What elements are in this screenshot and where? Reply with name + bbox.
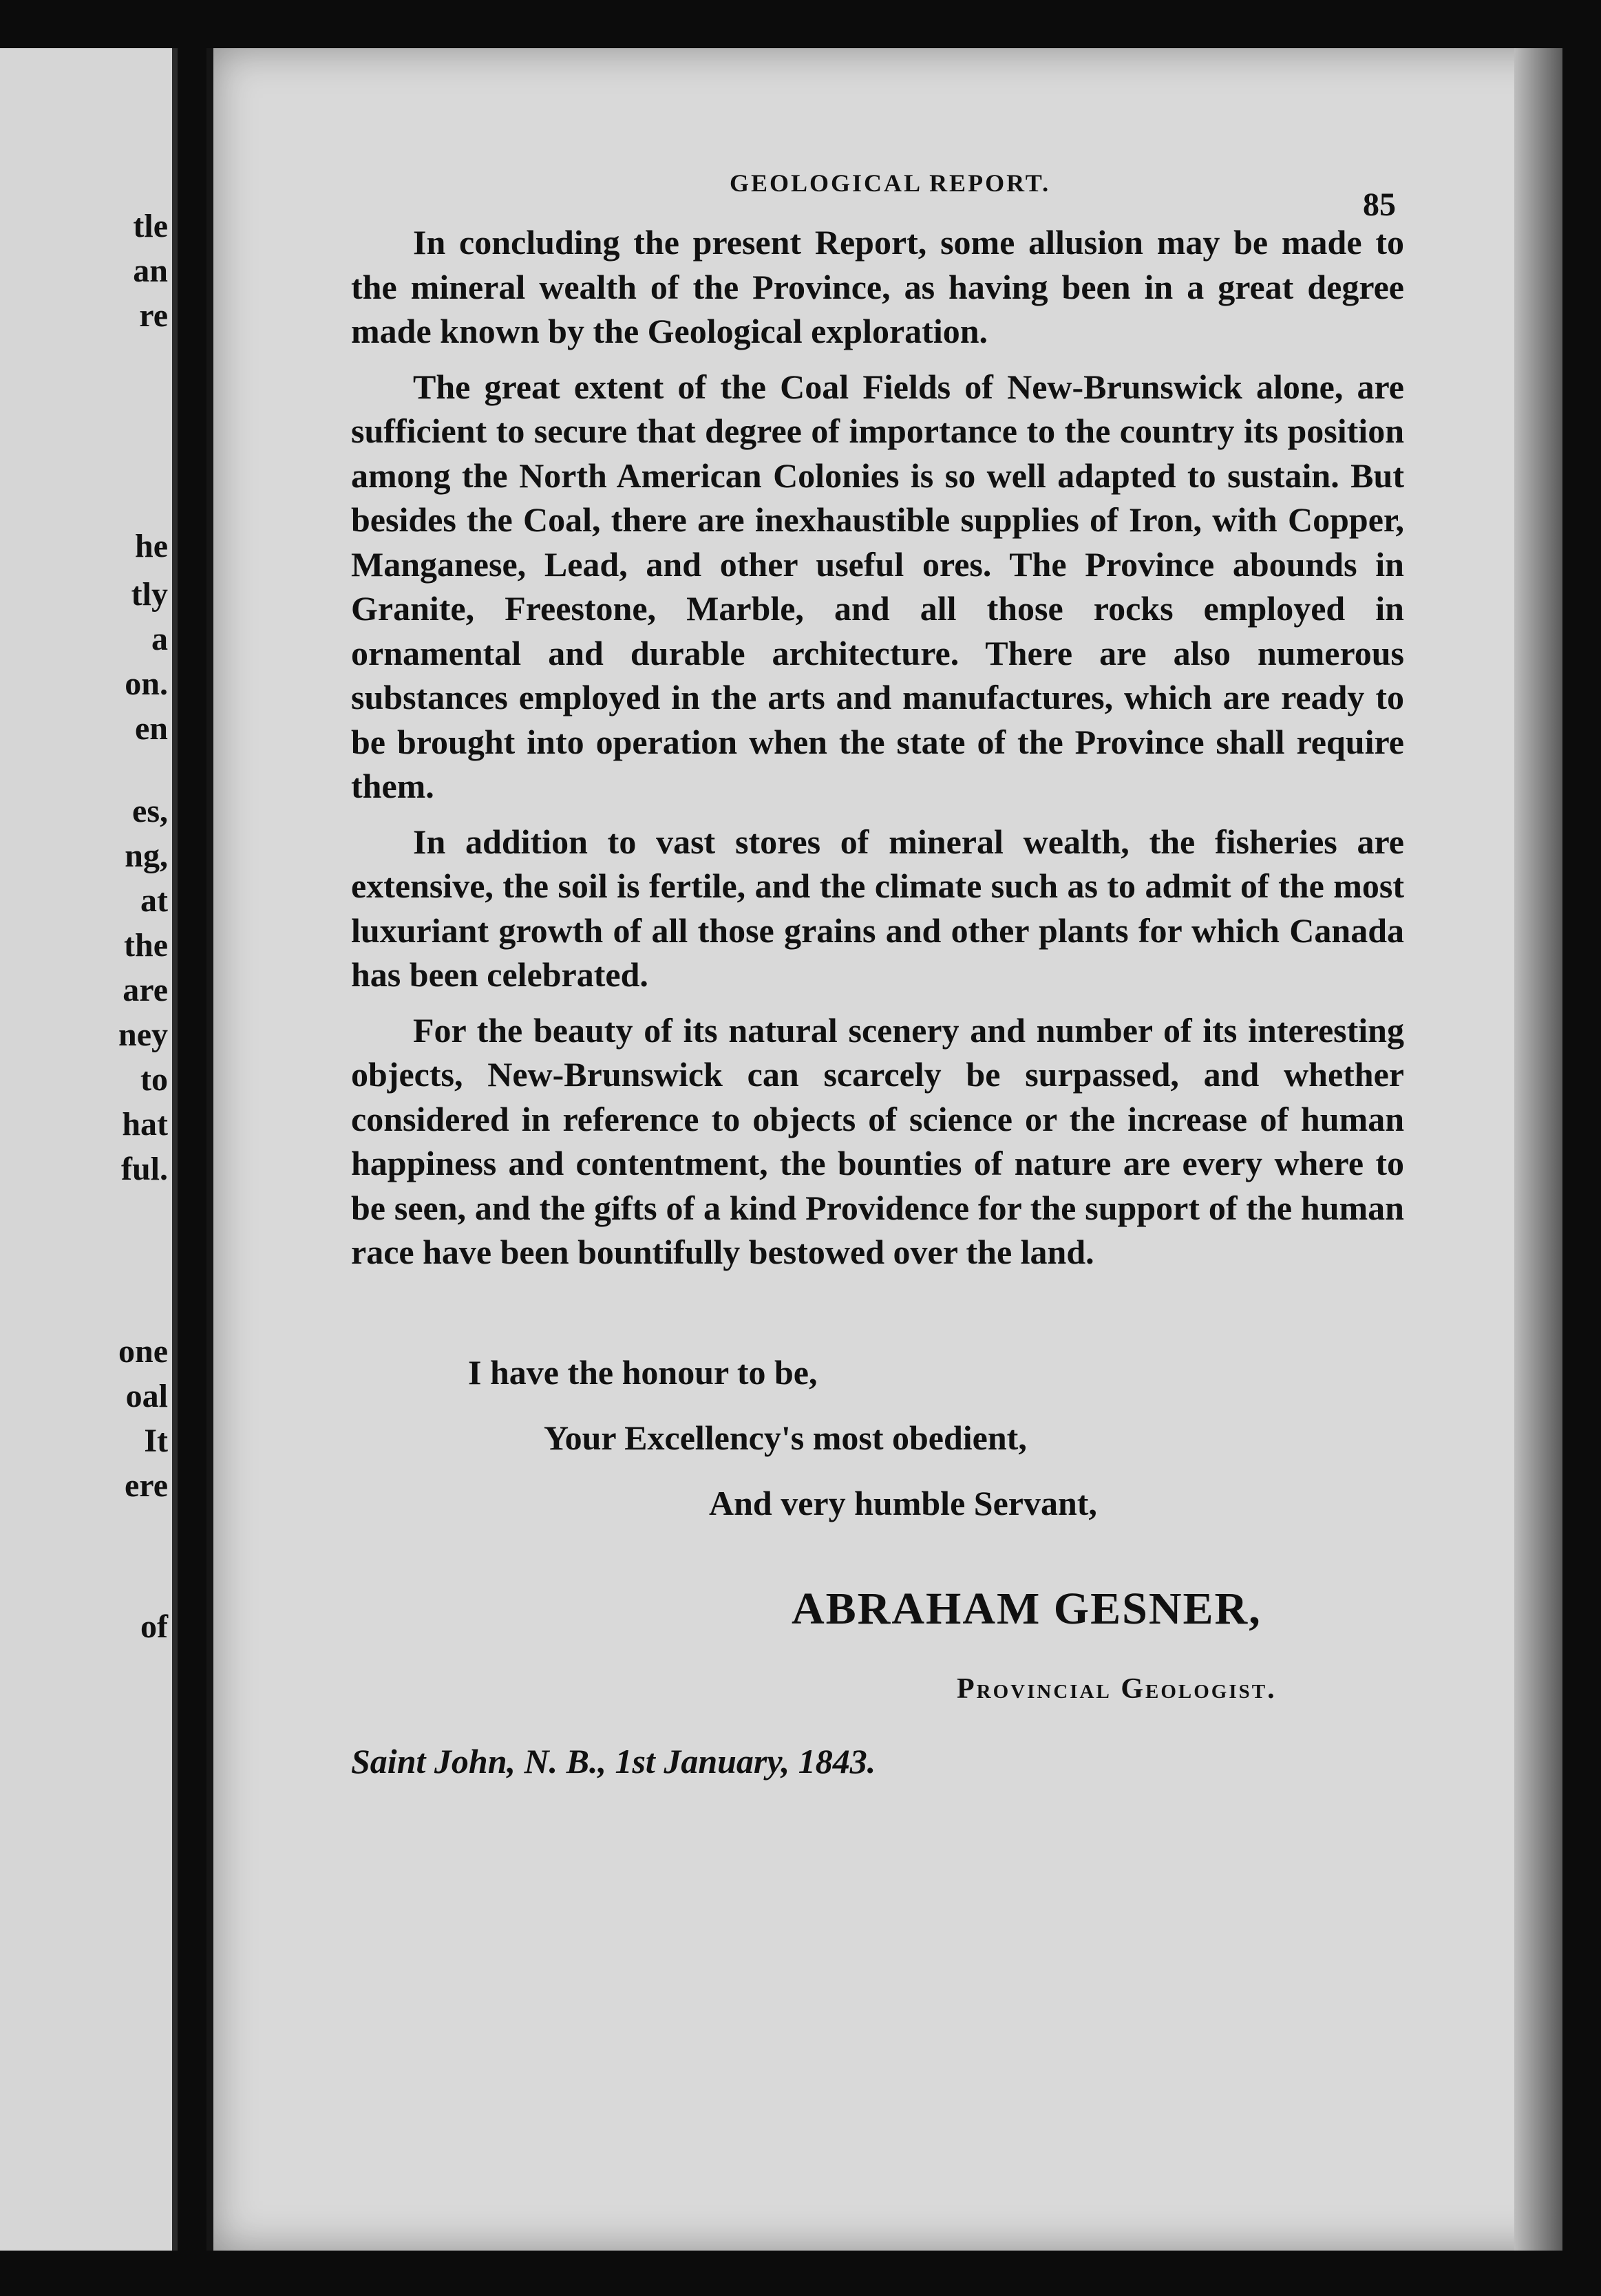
left-page-fragment — [0, 48, 178, 2251]
paragraph: In addition to vast stores of mineral wealth, the fisheries are extensive, the soil is fertile, and the climate such as to admit of the most luxuriant growth of all those grains and other plants for which Canada has been celebrated. — [351, 822, 1404, 994]
left-fragment-line: oal — [125, 1378, 168, 1414]
left-fragment-line: a — [151, 621, 168, 657]
left-fragment-line: ng, — [125, 838, 168, 874]
dateline: Saint John, N. B., 1st January, 1843. — [351, 1742, 876, 1781]
book-page — [206, 48, 1562, 2251]
left-fragment-line: of — [140, 1608, 168, 1645]
paragraph: For the beauty of its natural scenery and number of its interesting objects, New-Brunswick can scarcely be surpassed, and whether considered in reference to objects of science or the increase of human happiness and contentment, the bounties of nature are every where to be seen, and the gifts of a kind Providence for the support of the human race have been bountifully bestowed over the land. — [351, 1010, 1404, 1271]
paragraph: The great extent of the Coal Fields of New-Brunswick alone, are sufficient to secure that degree of importance to the country its position among the North American Colonies is so well adapted to sustain. But besides the Coal, there are inexhaustible supplies of Iron, with Copper, Manganese, Lead, and other useful ores. The Province abounds in Granite, Freestone, Marble, and all those rocks employed in ornamental and durable architecture. There are also numerous substances employed in the arts and manufactures, which are ready to be brought into operation when the state of the Province shall require them. — [351, 367, 1404, 805]
left-fragment-line: are — [123, 972, 168, 1008]
left-fragment-line: tly — [131, 576, 168, 613]
page-number: 85 — [1363, 187, 1396, 223]
left-fragment-line: on. — [125, 666, 168, 702]
left-fragment-line: at — [140, 882, 168, 919]
left-fragment-line: tle — [133, 208, 168, 244]
left-fragment-line: ney — [118, 1017, 168, 1053]
left-fragment-line: en — [135, 710, 168, 747]
left-fragment-line: one — [118, 1333, 168, 1370]
signature-name: ABRAHAM GESNER, — [792, 1584, 1262, 1634]
left-fragment-line: es, — [132, 793, 168, 829]
paragraph: In concluding the present Report, some allusion may be made to the mineral wealth of the Province, as having been in a great degree made known by the Geological exploration. — [351, 223, 1404, 350]
left-fragment-line: ere — [124, 1467, 168, 1504]
left-fragment-line: It — [144, 1423, 168, 1459]
left-fragment-line: an — [133, 253, 168, 289]
closing-line-2: Your Excellency's most obedient, — [544, 1418, 1027, 1457]
left-fragment-line: the — [124, 927, 168, 964]
closing-line-3: And very humble Servant, — [709, 1484, 1097, 1522]
left-fragment-line: ful. — [120, 1151, 168, 1187]
left-fragment-line: re — [139, 297, 168, 334]
left-fragment-line: to — [140, 1061, 168, 1098]
running-head: GEOLOGICAL REPORT. — [730, 169, 1051, 197]
signature-title: Provincial Geologist. — [957, 1673, 1277, 1705]
page-edge-shadow — [1514, 48, 1562, 2251]
left-fragment-line: hat — [122, 1106, 168, 1142]
closing-line-1: I have the honour to be, — [468, 1353, 818, 1392]
report-body — [351, 220, 1404, 1286]
left-fragment-line: he — [135, 528, 168, 564]
